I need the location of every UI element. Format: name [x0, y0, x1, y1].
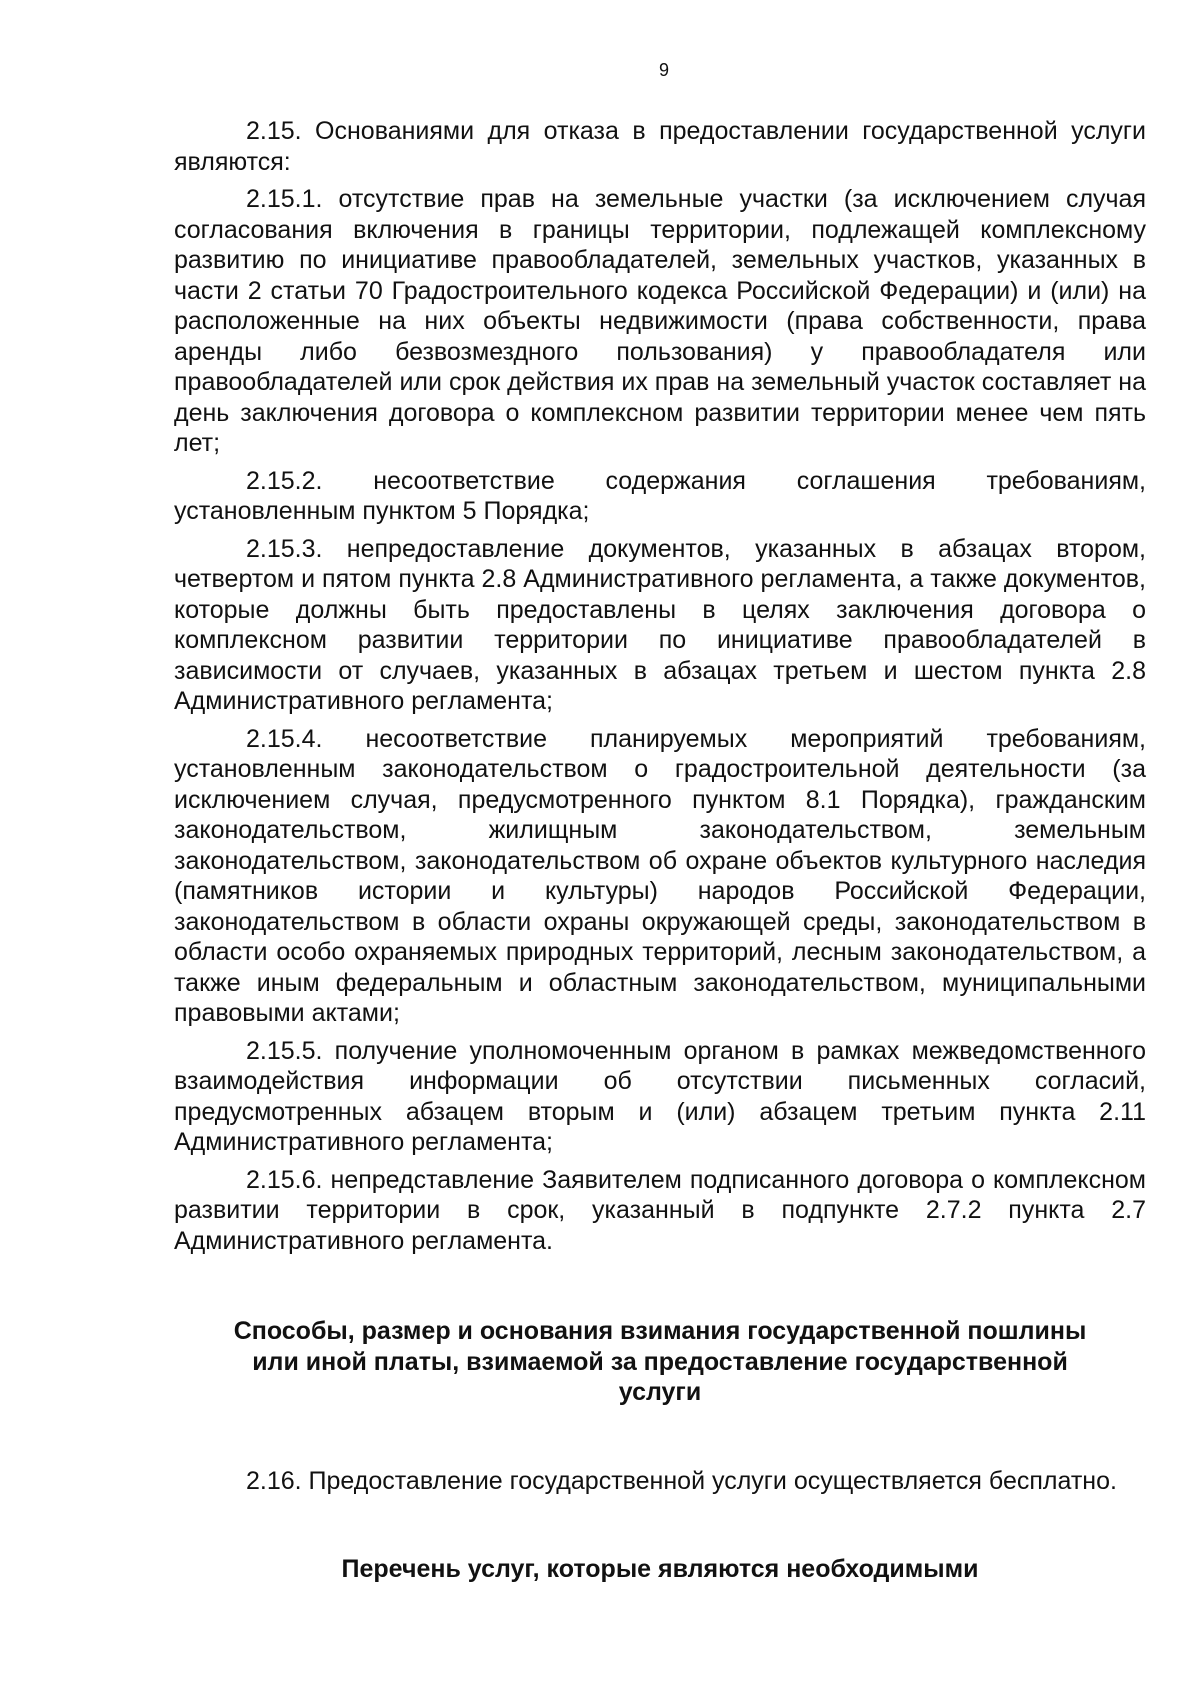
section-heading-services: Перечень услуг, которые являются необходимыми [341, 1555, 979, 1583]
paragraph-2-15-4: 2.15.4. несоответствие планируемых мероприятий требованиям, установленным законодательством о градостроительной деятельности (за исключением случая, предусмотренного пунктом 8.1 Порядка), гражданским законодательством, жилищным законодательством, земельным законодательством, законодательством об охране объектов культурного наследия (памятников истории и культуры) народов Российской Федерации, законодательством в области охраны окружающей среды, законодательством в области особо охраняемых природных территорий, лесным законодательством, а также иным федеральным и областным законодательством, муниципальными правовыми актами; [174, 724, 1146, 1027]
paragraph-2-15-2: 2.15.2. несоответствие содержания соглашения требованиям, установленным пунктом 5 Порядка; [174, 466, 1146, 525]
paragraph-2-16: 2.16. Предоставление государственной услуги осуществляется бесплатно. [246, 1466, 1117, 1495]
paragraph-2-15-5: 2.15.5. получение уполномоченным органом в рамках межведомственного взаимодействия информации об отсутствии письменных согласий, предусмотренных абзацем вторым и (или) абзацем третьим пункта 2.11 Административного регламента; [174, 1036, 1146, 1156]
document-body [174, 116, 1146, 1585]
section-heading-fee-line-3: услуги [618, 1378, 702, 1406]
paragraph-2-15-6: 2.15.6. непредставление Заявителем подписанного договора о комплексном развитии территории в срок, указанный в подпункте 2.7.2 пункта 2.7 Административного регламента. [174, 1165, 1146, 1255]
paragraph-2-15: 2.15. Основаниями для отказа в предоставлении государственной услуги являются: [174, 117, 1146, 176]
paragraph-2-15-3: 2.15.3. непредоставление документов, указанных в абзацах втором, четвертом и пятом пункта 2.8 Административного регламента, а также документов, которые должны быть предоставлены в целях заключения договора о комплексном развитии территории по инициативе правообладателей в зависимости от случаев, указанных в абзацах третьем и шестом пункта 2.8 Административного регламента; [174, 534, 1146, 715]
paragraph-2-15-1: 2.15.1. отсутствие прав на земельные участки (за исключением случая согласования включения в границы территории, подлежащей комплексному развитию по инициативе правообладателей, земельных участков, указанных в части 2 статьи 70 Градостроительного кодекса Российской Федерации) и (или) на расположенные на них объекты недвижимости (права собственности, права аренды либо безвозмездного пользования) у правообладателя или правообладателей или срок действия их прав на земельный участок составляет на день заключения договора о комплексном развитии территории менее чем пять лет; [174, 185, 1146, 457]
page-number: 9 [658, 60, 669, 80]
section-heading-fee-line-1: Способы, размер и основания взимания государственной пошлины [233, 1317, 1087, 1345]
section-heading-fee [174, 1316, 1146, 1408]
section-heading-fee-line-2: или иной платы, взимаемой за предоставление государственной [252, 1347, 1068, 1376]
